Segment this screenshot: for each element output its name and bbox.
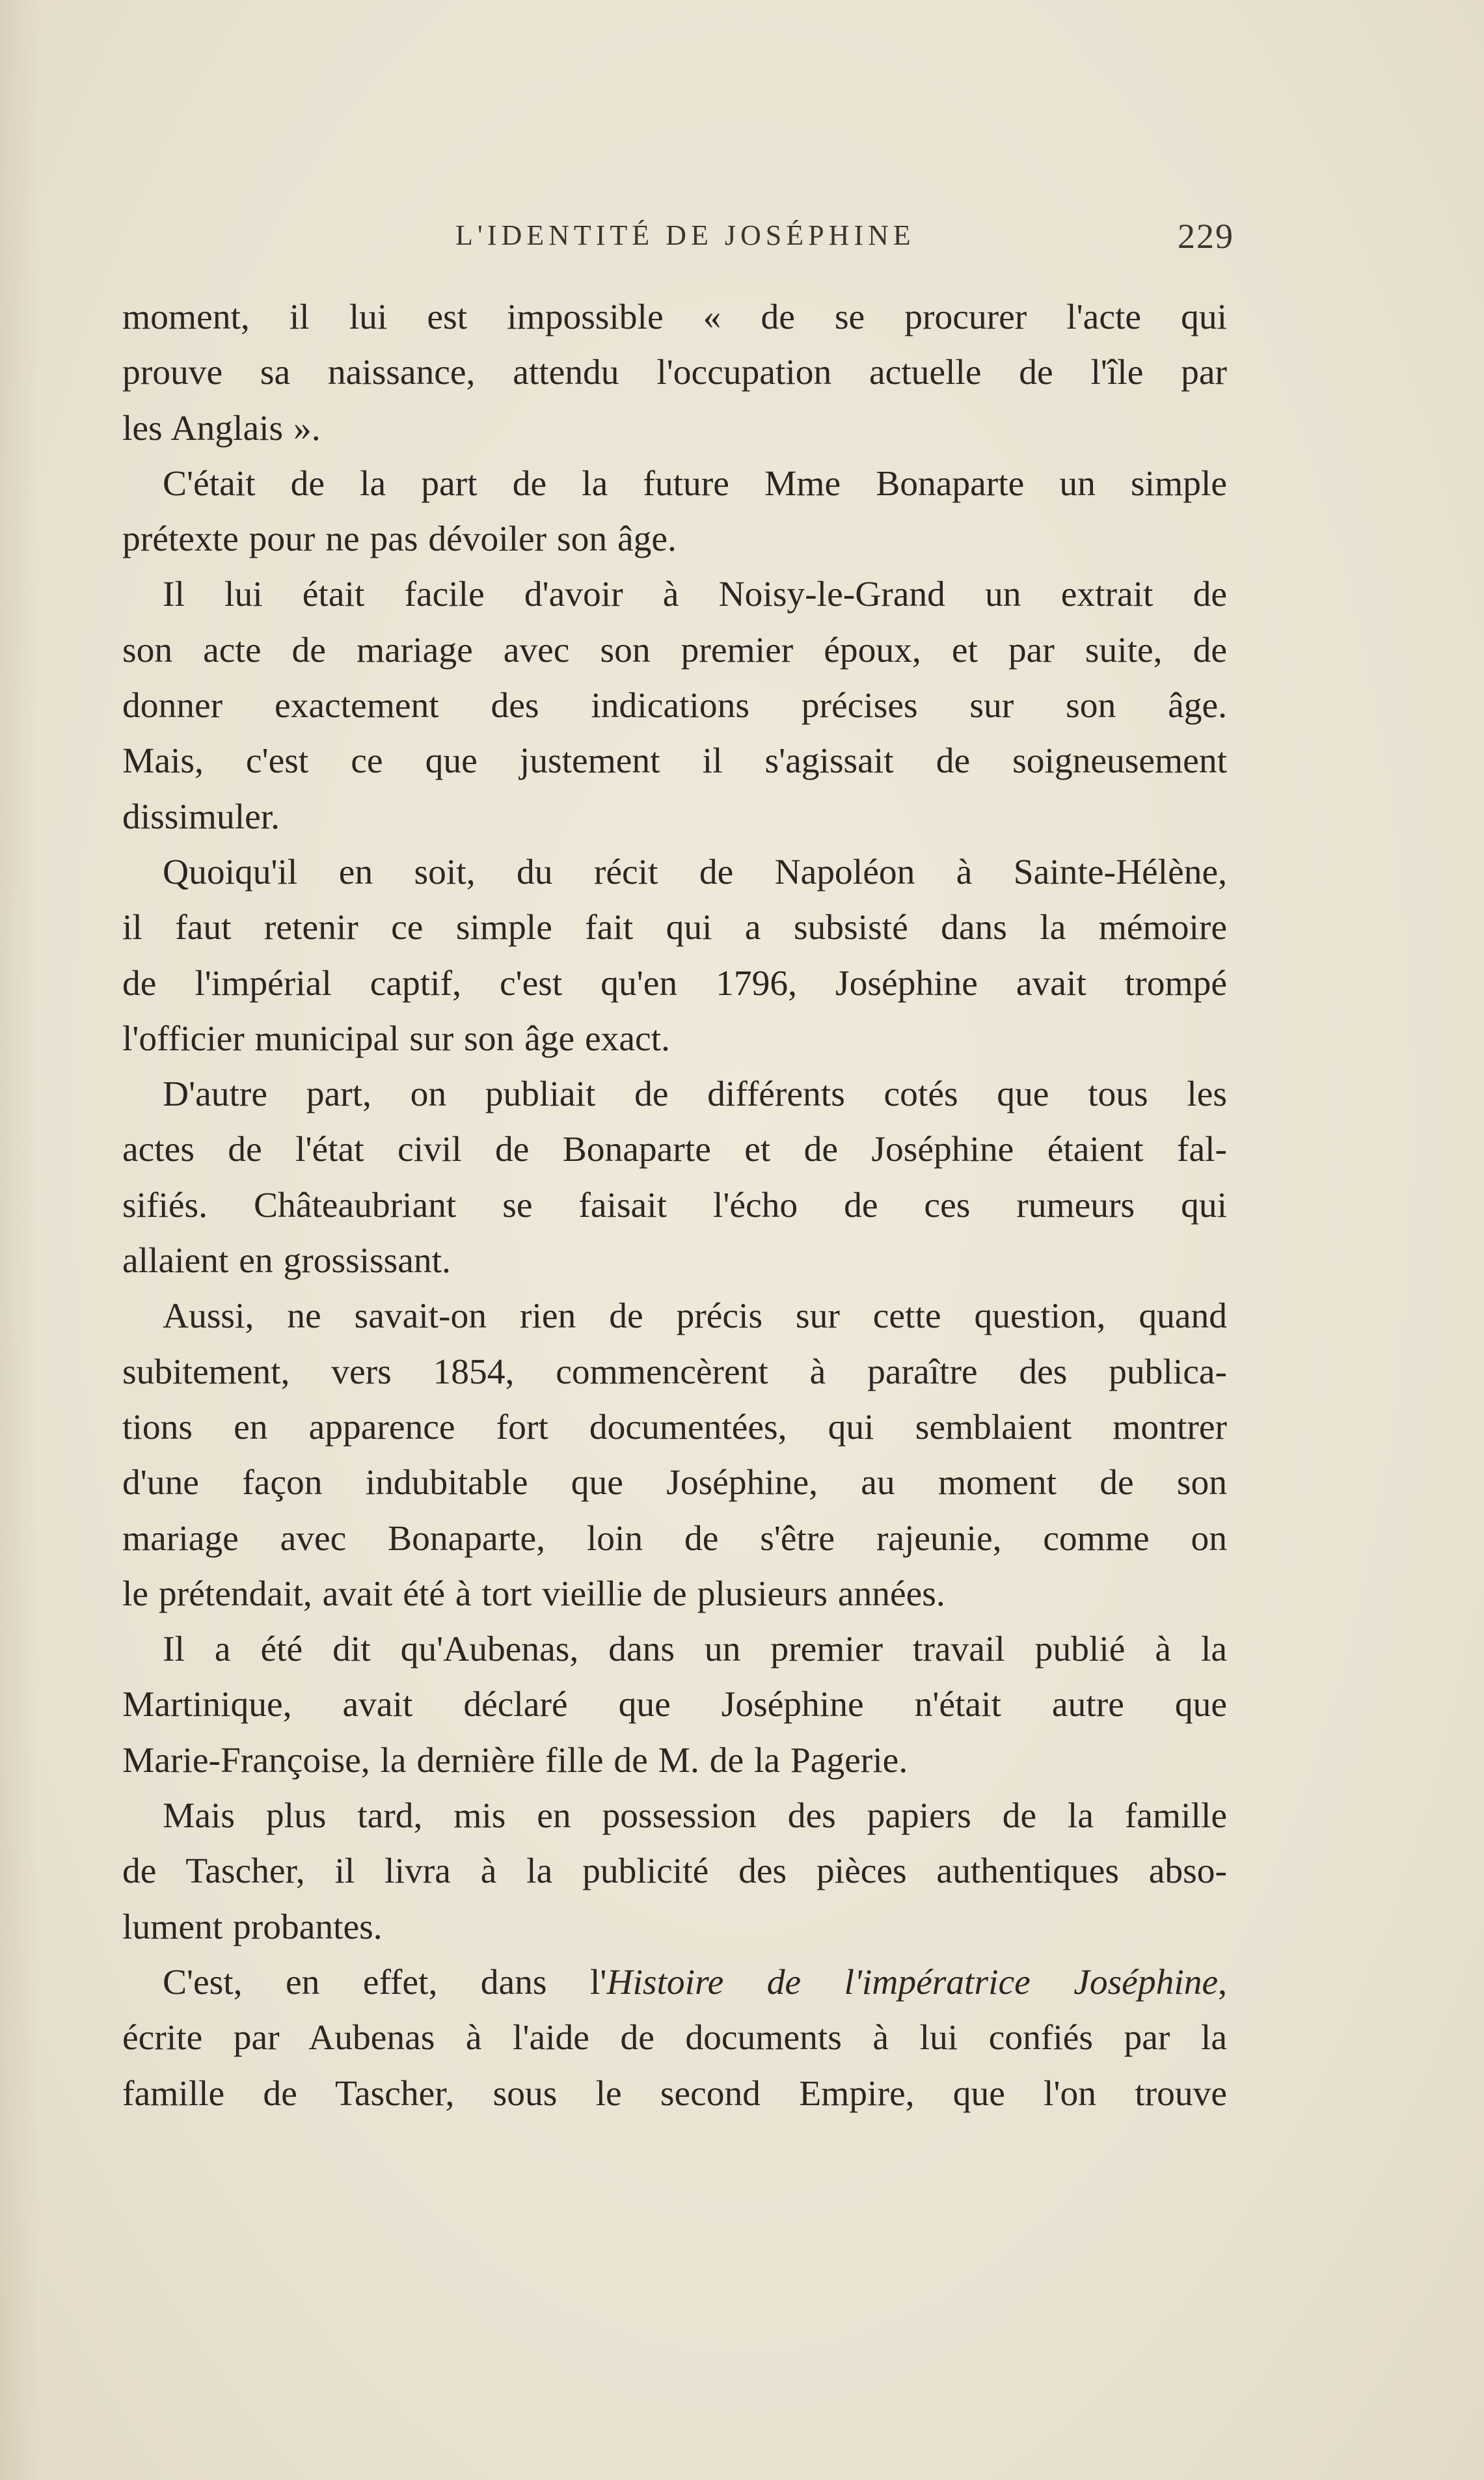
text-line: Quoiqu'il en soit, du récit de Napoléon à Sainte-Hélène, [163,852,1227,892]
text-line: subitement, vers 1854, commencèrent à paraître des publica- [122,1352,1227,1392]
text-line: tions en apparence fort documentées, qui semblaient montrer [122,1407,1227,1447]
running-title: L'IDENTITÉ DE JOSÉPHINE [455,219,915,251]
text-line: moment, il lui est impossible « de se procurer l'acte qui [122,297,1227,337]
text-line: mariage avec Bonaparte, loin de s'être rajeunie, comme on [122,1518,1227,1559]
text-line: de Tascher, il livra à la publicité des pièces authentiques abso- [122,1851,1227,1892]
text-line: famille de Tascher, sous le second Empire, que l'on trouve [122,2073,1227,2114]
text-line: l'officier municipal sur son âge exact. [122,1018,670,1059]
text-line: les Anglais ». [122,408,321,448]
text-line-segment: C'est, en effet, dans l' [163,1962,607,2002]
text-line: Marie-Françoise, la dernière fille de M. de la Pagerie. [122,1740,908,1780]
text-line: il faut retenir ce simple fait qui a subsisté dans la mémoire [122,908,1227,948]
text-line: écrite par Aubenas à l'aide de documents à lui confiés par la [122,2018,1227,2058]
text-line: D'autre part, on publiait de différents cotés que tous les [163,1074,1227,1115]
text-line: actes de l'état civil de Bonaparte et de Joséphine étaient fal- [122,1130,1227,1170]
text-line: Il lui était facile d'avoir à Noisy-le-Grand un extrait de [163,575,1227,615]
text-line: de l'impérial captif, c'est qu'en 1796, Joséphine avait trompé [122,963,1227,1003]
text-line: son acte de mariage avec son premier époux, et par suite, de [122,630,1227,670]
text-line: Mais, c'est ce que justement il s'agissait de soigneusement [122,741,1227,782]
text-line: d'une façon indubitable que Joséphine, au moment de son [122,1463,1227,1503]
book-title-italic: Histoire de l'impératrice Joséphine [606,1962,1219,2002]
text-line: prétexte pour ne pas dévoiler son âge. [122,519,677,560]
text-line: Mais plus tard, mis en possession des papiers de la famille [163,1796,1227,1836]
text-line: C'était de la part de la future Mme Bonaparte un simple [163,463,1227,504]
page-number: 229 [1178,217,1234,256]
text-line: lument probantes. [122,1907,383,1947]
running-head [455,219,1234,264]
text-line: le prétendait, avait été à tort vieillie de plusieurs années. [122,1574,945,1614]
text-line-segment: , [1218,1962,1227,2002]
text-line: Aussi, ne savait-on rien de précis sur cette question, quand [163,1296,1227,1337]
text-line: prouve sa naissance, attendu l'occupation actuelle de l'île par [122,353,1227,393]
text-line: Il a été dit qu'Aubenas, dans un premier travail publié à la [163,1629,1227,1670]
text-line: allaient en grossissant. [122,1241,451,1281]
text-line: sifiés. Châteaubriant se faisait l'écho de ces rumeurs qui [122,1185,1227,1225]
text-line [122,1955,1227,2010]
text-line: donner exactement des indications précises sur son âge. [122,686,1227,726]
text-line: dissimuler. [122,797,280,837]
body-text [122,290,1227,2121]
text-line: Martinique, avait déclaré que Joséphine n'était autre que [122,1685,1227,1725]
